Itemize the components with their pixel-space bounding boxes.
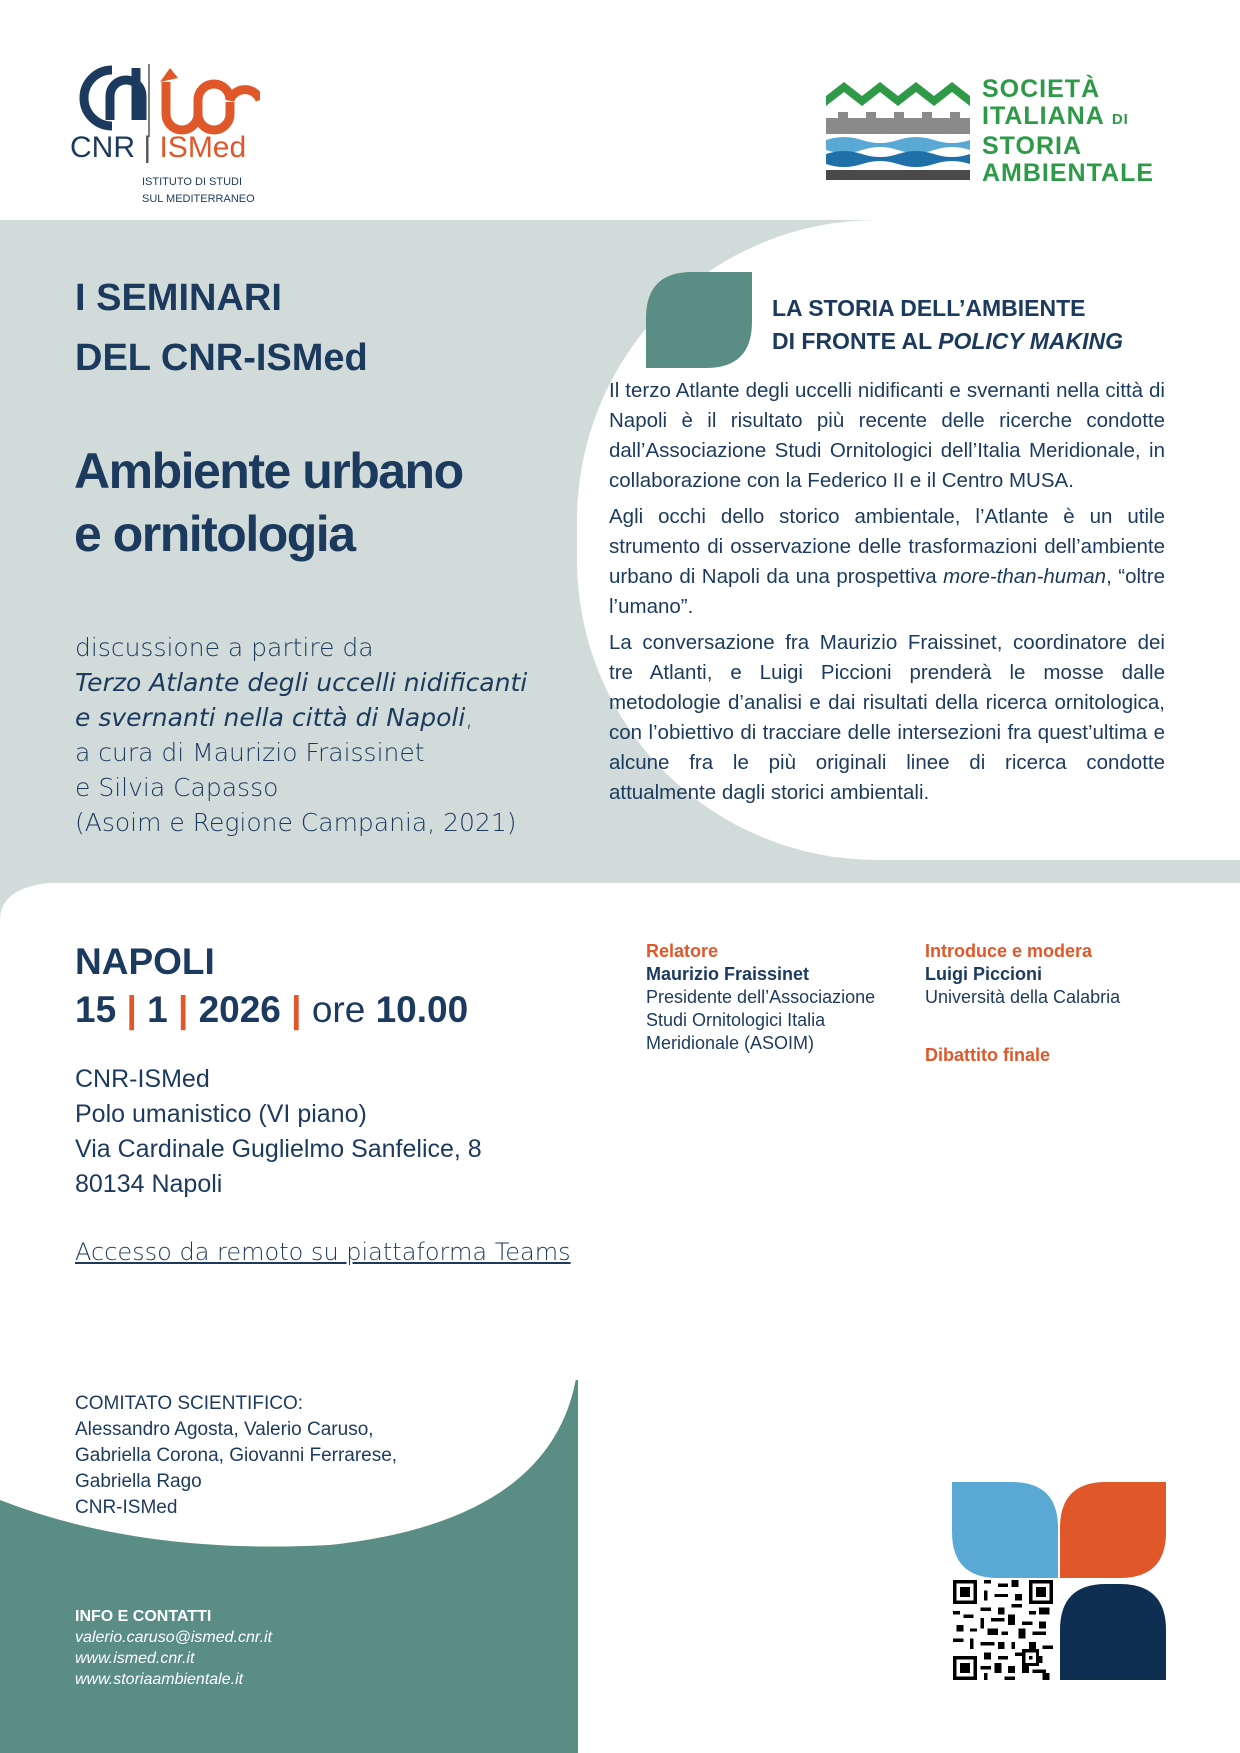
cnr-ismed-logo: CNR | ISMed ISTITUTO DI STUDI SUL MEDITERRANEO [70,62,270,212]
abstract-paragraph-1: Il terzo Atlante degli uccelli nidificanti e svernanti nella città di Napoli è il risultato più recente delle ricerche condotte dall’Associazione Studi Ornitologici dell’Italia Meridionale, in collaborazione con la Federico II e il Centro MUSA. [609,379,1165,492]
cnr-ismed-logo-mark [70,62,260,137]
discussion-editors-2: e Silvia Capasso [75,773,279,802]
cnr-logo-subtitle-2: SUL MEDITERRANEO [142,193,255,205]
committee-heading: COMITATO SCIENTIFICO: [75,1393,303,1414]
date-separator-3: | [291,989,302,1030]
cnr-logo-subtitle-1: ISTITUTO DI STUDI [142,176,243,188]
committee-line-2: Gabriella Corona, Giovanni Ferrarese, [75,1445,398,1466]
band-bottom-curve [0,860,600,920]
discussion-editors: a cura di Maurizio Fraissinet [75,738,425,767]
closing-debate: Dibattito finale [925,1045,1050,1065]
contact-email-link[interactable]: valerio.caruso@ismed.cnr.it [75,1629,273,1646]
moderator-affiliation: Università della Calabria [925,987,1121,1007]
abstract-heading-line-2: DI FRONTE AL [772,328,932,354]
discussion-line-1: discussione a partire da [75,633,374,662]
abstract-body [609,376,1165,808]
sisa-line-3: STORIA [982,132,1082,160]
orange-shape [1060,1482,1166,1578]
committee-fill [0,1360,578,1380]
abstract-paragraph-2: Agli occhi dello storico ambientale, l’Atlante è un utile strumento di osservazione delle trasformazioni dell’ambiente urbano di Napoli da una prospettiva [609,505,1165,588]
committee-line-1: Alessandro Agosta, Valerio Caruso, [75,1419,374,1440]
darkblue-shape [1060,1584,1166,1680]
event-city: NAPOLI [75,941,215,982]
event-title-line-2: e ornitologia [74,506,355,562]
contacts-block [75,1606,272,1690]
ismed-logo-text: ISMed [159,131,247,164]
sisa-logo [826,76,1166,186]
series-line-2: DEL CNR-ISMed [75,337,368,379]
event-month: 1 [147,989,168,1030]
venue-line-1: CNR-ISMed [75,1065,210,1093]
sisa-line-1: SOCIETÀ [982,75,1101,103]
qr-code-icon[interactable] [952,1580,1054,1680]
committee-line-4: CNR-ISMed [75,1497,178,1518]
abstract-paragraph-2-end: , “oltre l’umano”. [609,565,1165,618]
venue-line-4: 80134 Napoli [75,1170,223,1198]
discussion-block [75,630,527,840]
abstract-paragraph-3: La conversazione fra Maurizio Fraissinet, coordinatore dei tre Atlanti, e Luigi Piccioni prenderà le mosse dalle metodologie d’analisi e dai risultati della ricerca ornitologica, con l’obiettivo di tracciare delle intersezioni fra quest’ultima e alcune fra le più originali linee di ricerca condotte attualmente dagli storici ambientali. [609,631,1165,804]
abstract-italic-phrase: more-than-human [943,565,1107,588]
sisa-line-2: ITALIANA [982,102,1104,130]
speaker-affiliation-2: Studi Ornitologici Italia [646,1010,826,1030]
book-title-line-1: Terzo Atlante degli uccelli nidificanti [75,668,528,697]
date-separator-1: | [126,989,137,1030]
event-day: 15 [75,989,117,1030]
lightblue-shape [952,1482,1058,1578]
event-year: 2026 [198,989,281,1030]
committee-line-3: Gabriella Rago [75,1471,202,1492]
event-time: 10.00 [375,989,469,1030]
sisa-line-2-suffix: DI [1111,111,1129,128]
speaker-name: Maurizio Fraissinet [646,964,810,984]
scientific-committee [75,1391,397,1521]
moderator-role: Introduce e modera [925,941,1093,961]
speaker-affiliation-3: Meridionale (ASOIM) [646,1033,815,1053]
book-title-comma: , [465,703,474,732]
event-title-line-1: Ambiente urbano [74,443,463,499]
sisa-line-4: AMBIENTALE [982,159,1155,187]
speaker-affiliation-1: Presidente dell’Associazione [646,987,876,1007]
date-separator-2: | [177,989,189,1030]
sisa-logo-mark [826,76,971,186]
event-when [75,938,468,1034]
venue-line-3: Via Cardinale Guglielmo Sanfelice, 8 [75,1135,482,1163]
ismed-website-link[interactable]: www.ismed.cnr.it [75,1650,195,1667]
teal-leaf-shape [646,272,752,368]
cnr-logo-text: CNR [70,131,135,164]
event-title [74,440,463,566]
moderator-block [925,940,1185,1067]
book-title-line-2: e svernanti nella città di Napoli [75,703,466,732]
abstract-heading-italic: POLICY MAKING [938,328,1123,354]
time-label: ore [311,989,366,1030]
series-line-1: I SEMINARI [75,277,282,319]
contacts-heading: INFO E CONTATTI [75,1608,212,1625]
series-heading [75,268,368,388]
discussion-publisher: (Asoim e Regione Campania, 2021) [75,808,517,837]
venue-address [75,1062,482,1202]
teams-remote-link[interactable]: Accesso da remoto su piattaforma Teams [75,1238,571,1266]
abstract-heading [772,292,1123,358]
speaker-role: Relatore [646,941,719,961]
sisa-website-link[interactable]: www.storiaambientale.it [75,1671,244,1688]
abstract-heading-line-1: LA STORIA DELL’AMBIENTE [772,295,1086,321]
moderator-name: Luigi Piccioni [925,964,1043,984]
speaker-block [646,940,906,1055]
venue-line-2: Polo umanistico (VI piano) [75,1100,367,1128]
